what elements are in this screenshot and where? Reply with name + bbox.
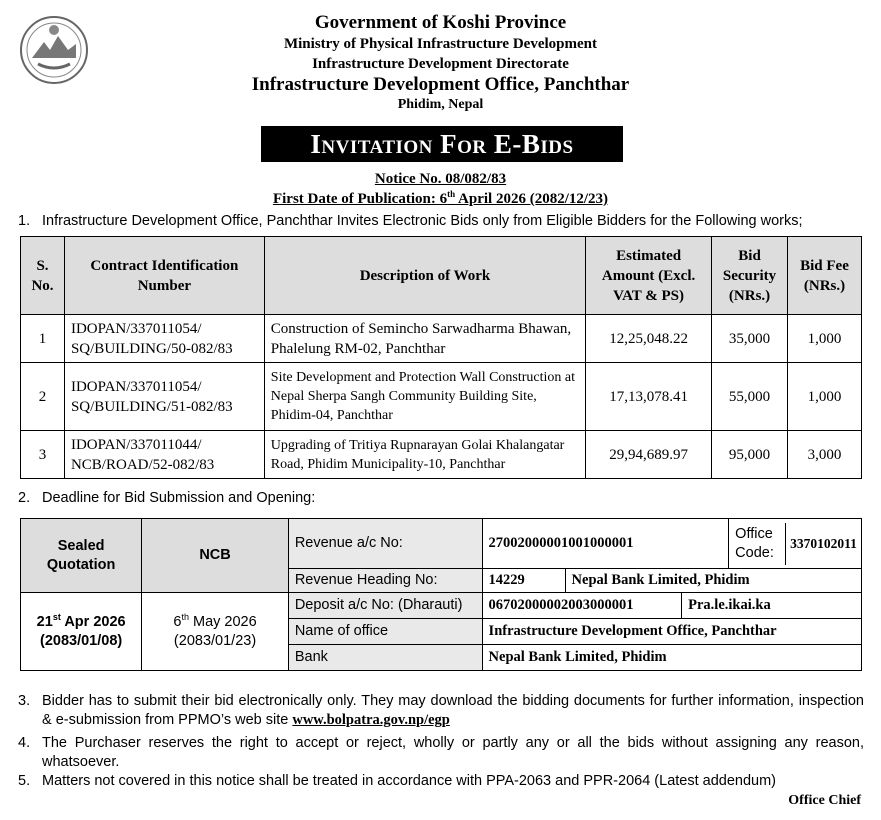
revenue-ac-label: Revenue a/c No: — [288, 519, 482, 569]
col-desc: Description of Work — [264, 237, 585, 315]
cell-amount: 29,94,689.97 — [586, 431, 712, 479]
paragraph-1: 1. Infrastructure Development Office, Panchthar Invites Electronic Bids only from Eligible Bidders for the Following works; — [18, 213, 803, 229]
publication-date: First Date of Publication: 6th April 2026 (2082/12/23) — [272, 189, 609, 207]
ncb-deadline: 6th May 2026 (2083/01/23) — [142, 593, 289, 671]
revenue-heading-label: Revenue Heading No: — [288, 569, 482, 593]
office-code-label: Office Code: — [729, 523, 786, 565]
notice-number: Notice No. 08/082/83 — [374, 171, 507, 187]
revenue-heading-value: 14229 — [482, 569, 565, 593]
col-fee: Bid Fee (NRs.) — [788, 237, 862, 315]
bolpatra-link[interactable]: www.bolpatra.gov.np/egp — [292, 712, 450, 728]
cell-desc: Construction of Semincho Sarwadharma Bhawan, Phalelung RM-02, Panchthar — [264, 315, 585, 363]
sealed-quotation-header: Sealed Quotation — [21, 519, 142, 593]
gov-title: Government of Koshi Province — [314, 12, 567, 33]
works-table — [20, 236, 862, 479]
cell-sn: 2 — [21, 363, 65, 431]
cell-fee: 3,000 — [788, 431, 862, 479]
office-location: Phidim, Nepal — [397, 97, 484, 112]
paragraph-4: 4. The Purchaser reserves the right to accept or reject, wholly or partly any or all the bids without assigning any reason, whatsoever. — [18, 735, 864, 770]
paragraph-3: 3. Bidder has to submit their bid electronically only. They may download the bidding documents for further information, inspection & e-submission from PPMO’s web site www.bolpatra.gov.np/egp — [18, 693, 864, 728]
cell-sn: 3 — [21, 431, 65, 479]
cell-security: 35,000 — [712, 315, 788, 363]
cell-security: 55,000 — [712, 363, 788, 431]
revenue-ac-value: 27002000001001000001 — [482, 519, 729, 569]
bank-value: Nepal Bank Limited, Phidim — [482, 645, 861, 671]
table-header-row — [21, 237, 862, 315]
cell-fee: 1,000 — [788, 315, 862, 363]
cell-fee: 1,000 — [788, 363, 862, 431]
cell-amount: 12,25,048.22 — [586, 315, 712, 363]
revenue-bank: Nepal Bank Limited, Phidim — [565, 569, 861, 593]
deposit-label: Deposit a/c No: (Dharauti) — [288, 593, 482, 619]
office-name-value: Infrastructure Development Office, Panchthar — [482, 619, 861, 645]
col-cin: Contract Identification Number — [64, 237, 264, 315]
ministry-title: Ministry of Physical Infrastructure Development — [283, 36, 597, 52]
office-code-value: 3370102011 — [790, 536, 857, 551]
office-title: Infrastructure Development Office, Panchthar — [251, 74, 630, 95]
table-row — [21, 431, 862, 479]
cell-cin: IDOPAN/337011054/ SQ/BUILDING/50-082/83 — [64, 315, 264, 363]
col-sn: S. No. — [21, 237, 65, 315]
invitation-banner: Invitation For E-Bids — [261, 126, 623, 162]
col-security: Bid Security (NRs.) — [712, 237, 788, 315]
office-code-cell — [729, 519, 862, 569]
cell-desc: Upgrading of Tritiya Rupnarayan Golai Khalangatar Road, Phidim Municipality-10, Panchthar — [264, 431, 585, 479]
cell-security: 95,000 — [712, 431, 788, 479]
sealed-deadline: 21st Apr 2026 (2083/01/08) — [21, 593, 142, 671]
paragraph-5: 5. Matters not covered in this notice shall be treated in accordance with PPA-2063 and PPR-2064 (Latest addendum) — [18, 773, 777, 789]
cell-cin: IDOPAN/337011044/ NCB/ROAD/52-082/83 — [64, 431, 264, 479]
signature: Office Chief — [788, 793, 861, 808]
cell-amount: 17,13,078.41 — [586, 363, 712, 431]
cell-desc: Site Development and Protection Wall Construction at Nepal Sherpa Sangh Community Building Site, Phidim-04, Panchthar — [264, 363, 585, 431]
table-row — [21, 315, 862, 363]
deposit-extra: Pra.le.ikai.ka — [682, 593, 862, 619]
paragraph-2: 2. Deadline for Bid Submission and Opening: — [18, 490, 316, 506]
deadline-table — [20, 518, 862, 671]
letterhead — [0, 12, 881, 114]
table-row — [21, 363, 862, 431]
directorate-title: Infrastructure Development Directorate — [312, 56, 569, 72]
bank-label: Bank — [288, 645, 482, 671]
deposit-value: 06702000002003000001 — [482, 593, 682, 619]
cell-cin: IDOPAN/337011054/ SQ/BUILDING/51-082/83 — [64, 363, 264, 431]
office-name-label: Name of office — [288, 619, 482, 645]
cell-sn: 1 — [21, 315, 65, 363]
col-amount: Estimated Amount (Excl. VAT & PS) — [586, 237, 712, 315]
ncb-header: NCB — [142, 519, 289, 593]
